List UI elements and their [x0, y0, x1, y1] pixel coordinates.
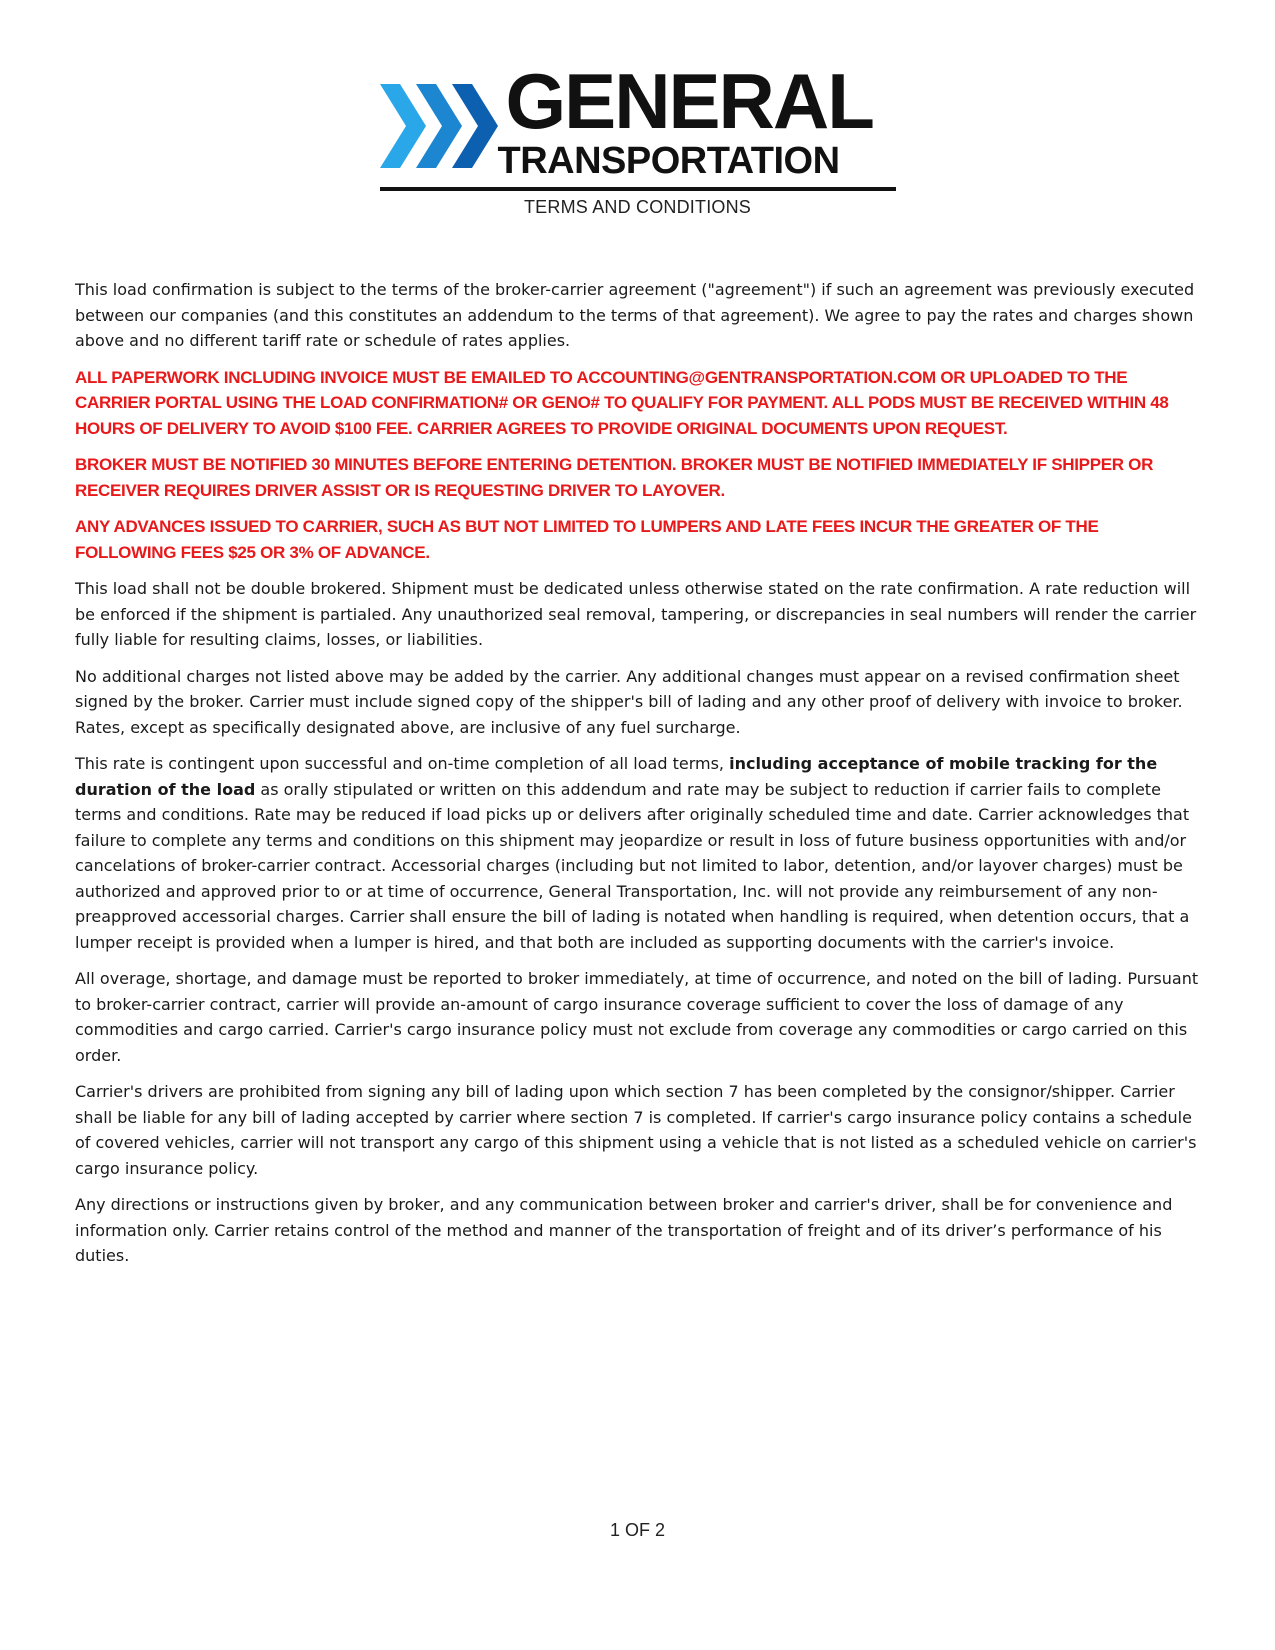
- rate-text-start: This rate is contingent upon successful and on-time completion of all load terms,: [75, 754, 730, 773]
- paperwork-text-end: OR UPLOADED TO THE CARRIER PORTAL USING THE LOAD CONFIRMATION# OR GENO# TO QUALIFY FOR PAYMENT. ALL PODS MUST BE RECEIVED WITHIN 48 HOURS OF DELIVERY TO AVOID $100 FEE. CARRIER AGREES TO PROVIDE ORIGINAL DOCUMENTS UPON REQUEST.: [75, 367, 1169, 438]
- paperwork-text-start: ALL PAPERWORK INCLUDING INVOICE MUST BE EMAILED TO: [75, 367, 577, 387]
- rate-text-bold: including acceptance of mobile tracking for the duration of the load: [75, 754, 1158, 799]
- chevron-arrows-icon: [378, 76, 508, 176]
- company-logo: [378, 57, 898, 195]
- paragraph-directions: Any directions or instructions given by broker, and any communication between broker and carrier's driver, shall be for convenience and information only. Carrier retains control of the method and manner of the transportation of freight and of its driver’s performance of his duties.: [75, 1195, 1173, 1265]
- paragraph-agreement: This load confirmation is subject to the terms of the broker-carrier agreement ("agreement") if such an agreement was previously executed between our companies (and this constitutes an addendum to the terms of that agreement). We agree to pay the rates and charges shown above and no different tariff rate or schedule of rates applies.: [75, 280, 1195, 350]
- chevron-light: [380, 84, 426, 168]
- logo-underline: [380, 187, 896, 191]
- document-title: TERMS AND CONDITIONS: [523, 197, 751, 217]
- terms-body: [75, 277, 1200, 1280]
- paragraph-paperwork-notice: [75, 365, 1200, 442]
- paragraph-detention-notice: BROKER MUST BE NOTIFIED 30 MINUTES BEFORE ENTERING DETENTION. BROKER MUST BE NOTIFIED IMMEDIATELY IF SHIPPER OR RECEIVER REQUIRES DRIVER ASSIST OR IS REQUESTING DRIVER TO LAYOVER.: [75, 455, 1154, 500]
- paragraph-brokering: This load shall not be double brokered. Shipment must be dedicated unless otherwise stated on the rate confirmation. A rate reduction will be enforced if the shipment is partialed. Any unauthorized seal removal, tampering, or discrepancies in seal numbers will render the carrier fully liable for resulting claims, losses, or liabilities.: [75, 579, 1197, 649]
- paragraph-advances-notice: ANY ADVANCES ISSUED TO CARRIER, SUCH AS BUT NOT LIMITED TO LUMPERS AND LATE FEES INCUR THE GREATER OF THE FOLLOWING FEES $25 OR 3% OF ADVANCE.: [75, 517, 1099, 562]
- rate-text-end: as orally stipulated or written on this addendum and rate may be subject to reduction if carrier fails to complete terms and conditions. Rate may be reduced if load picks up or delivers after originally scheduled time and date. Carrier acknowledges that failure to complete any terms and conditions on this shipment may jeopardize or result in loss of future business opportunities with and/or cancelations of broker-carrier contract. Accessorial charges (including but not limited to labor, detention, and/or layover charges) must be authorized and approved prior to or at time of occurrence, General Transportation, Inc. will not provide any reimbursement of any non-preapproved accessorial charges. Carrier shall ensure the bill of lading is notated when handling is required, when detention occurs, that a lumper receipt is provided when a lumper is hired, and that both are included as supporting documents with the carrier's invoice.: [75, 779, 1190, 952]
- paragraph-drivers: Carrier's drivers are prohibited from signing any bill of lading upon which section 7 has been completed by the consignor/shipper. Carrier shall be liable for any bill of lading accepted by carrier where section 7 is completed. If carrier's cargo insurance policy contains a schedule of covered vehicles, carrier will not transport any cargo of this shipment using a vehicle that is not listed as a scheduled vehicle on carrier's cargo insurance policy.: [75, 1082, 1197, 1178]
- paragraph-osd: All overage, shortage, and damage must be reported to broker immediately, at time of occurrence, and noted on the bill of lading. Pursuant to broker-carrier contract, carrier will provide an-amount of cargo insurance coverage sufficient to cover the loss of damage of any commodities and cargo carried. Carrier's cargo insurance policy must not exclude from coverage any commodities or cargo carried on this order.: [75, 969, 1199, 1065]
- logo-wordmark-transportation: TRANSPORTATION: [497, 140, 840, 182]
- paragraph-additional-charges: No additional charges not listed above may be added by the carrier. Any additional changes must appear on a revised confirmation sheet signed by the broker. Carrier must include signed copy of the shipper's bill of lading and any other proof of delivery with invoice to broker. Rates, except as specifically designated above, are inclusive of any fuel surcharge.: [75, 666, 1183, 737]
- accounting-email-link[interactable]: ACCOUNTING@GENTRANSPORTATION.COM: [576, 367, 936, 387]
- page-number: 1 OF 2: [609, 1520, 666, 1540]
- document-header: [0, 57, 1275, 218]
- logo-wordmark-general: GENERAL: [505, 57, 873, 145]
- paragraph-rate-contingency: [75, 751, 1200, 955]
